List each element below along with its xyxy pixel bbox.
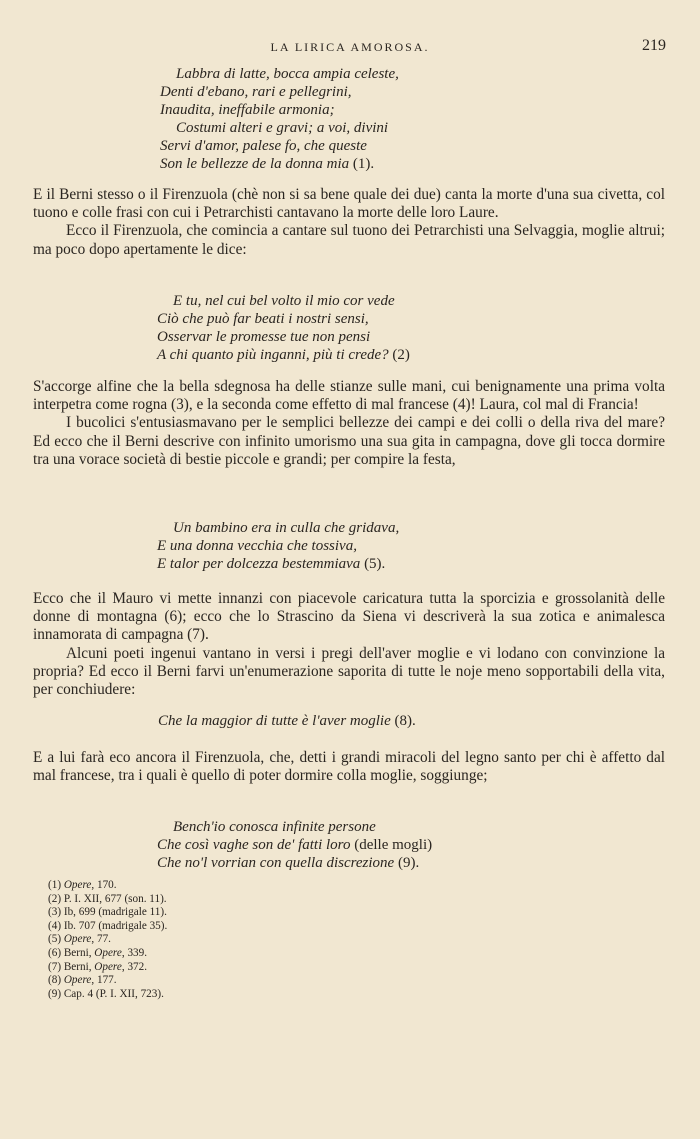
verse-line: Son le bellezze de la donna mia [160, 156, 350, 172]
verse-block-2 [157, 292, 410, 364]
footnote-number: (8) [48, 974, 62, 987]
footnote [48, 974, 167, 988]
footnote-number: (3) [48, 906, 62, 919]
footnote-text: Cap. 4 (P. I. XII, 723). [63, 987, 164, 1000]
verse-line: A chi quanto più inganni, più ti crede? [157, 347, 389, 363]
verse-line: Costumi alteri e gravi; a voi, divini [176, 120, 389, 136]
footnote-ref: (1). [352, 156, 375, 172]
footnote [48, 961, 167, 975]
paragraph: Ecco che il Mauro vi mette innanzi con piacevole caricatura tutta la sporcizia e grossolanità delle donne di montagna (6); ecco che lo Strascino da Siena vi descriverà la sua zotica e animalesca innamorata di campagna (7). [33, 590, 665, 644]
verse-block-5 [157, 818, 432, 872]
footnote-text: Berni, Opere, 372. [63, 960, 148, 973]
page-header [0, 38, 700, 58]
footnote-text: Ib. 707 (madrigale 35). [63, 919, 168, 932]
verse-line: E talor per dolcezza bestemmiava [157, 556, 361, 572]
verse-annotation: (delle mogli) [350, 837, 433, 853]
footnote [48, 920, 167, 934]
verse-line: Che così vaghe son de' fatti loro [157, 837, 351, 853]
footnote-number: (6) [48, 946, 62, 959]
footnote-number: (5) [48, 933, 62, 946]
verse-line: Servi d'amor, palese fo, che queste [160, 138, 367, 154]
footnote-number: (4) [48, 919, 62, 932]
verse-block-1 [160, 65, 399, 173]
footnote-number: (9) [48, 987, 62, 1000]
page-number: 219 [642, 37, 666, 54]
footnote-text: Opere, 77. [63, 933, 111, 946]
footnote-text: Ib, 699 (madrigale 11). [63, 906, 167, 919]
verse-line: Che la maggior di tutte è l'aver moglie [158, 713, 391, 729]
footnote [48, 893, 167, 907]
verse-line: E tu, nel cui bel volto il mio cor vede [173, 293, 395, 309]
verse-line: Ciò che può far beati i nostri sensi, [157, 311, 369, 327]
verse-line: Bench'io conosca infinite persone [173, 819, 376, 835]
footnote-text: Opere, 170. [63, 879, 117, 891]
verse-line: Che no'l vorrian con quella discrezione [157, 855, 395, 871]
paragraph: Ecco il Firenzuola, che comincia a cantare sul tuono dei Petrarchisti una Selvaggia, moglie altrui; ma poco dopo apertamente le dice: [33, 222, 665, 258]
footnote [48, 933, 167, 947]
verse-block-3 [157, 519, 399, 573]
paragraph: Alcuni poeti ingenui vantano in versi i pregi dell'aver moglie e vi lodano con convinzione la propria? Ed ecco il Berni farvi un'enumerazione saporita di tutte le noje meno sopportabili della vita, per conchiudere: [33, 644, 665, 699]
footnote-ref: (9). [394, 855, 420, 871]
paragraph: I bucolici s'entusiasmavano per le semplici bellezze dei campi e dei colli o della riva del mare? Ed ecco che il Berni descrive con infinito umorismo una sua gita in campagna, dove gli tocca dormire tra una vorace società di bestie piccole e grandi; per compire la festa, [33, 414, 665, 468]
verse-line: Inaudita, ineffabile armonia; [160, 102, 335, 118]
paragraph: S'accorge alfine che la bella sdegnosa ha delle stianze sulle mani, cui benignamente una prima volta interpetra come rogna (3), e la seconda come effetto di mal francese (4)! Laura, col mal di Francia! [33, 378, 665, 414]
verse-line: Un bambino era in culla che gridava, [173, 520, 400, 536]
footnote-text: Berni, Opere, 339. [63, 946, 148, 959]
footnote-number: (7) [48, 960, 62, 973]
footnote [48, 879, 167, 893]
footnote-text: P. I. XII, 677 (son. 11). [63, 892, 167, 905]
verse-line: Labbra di latte, bocca ampia celeste, [176, 66, 399, 82]
footnote [48, 988, 167, 1002]
footnote-text: Opere, 177. [63, 974, 117, 987]
prose-block-2 [33, 378, 665, 469]
footnote-ref: (8). [394, 713, 416, 729]
footnote-number: (2) [48, 892, 62, 905]
footnote-ref: (2) [392, 347, 410, 363]
footnote [48, 947, 167, 961]
verse-line: Osservar le promesse tue non pensi [157, 329, 371, 345]
prose-block-1 [33, 186, 665, 259]
running-head: LA LIRICA AMOROSA. [270, 40, 430, 54]
footnote [48, 906, 167, 920]
paragraph: E a lui farà eco ancora il Firenzuola, che, detti i grandi miracoli del legno santo per chi è affetto dal mal francese, tra i quali è quello di poter dormire colla moglie, soggiunge; [33, 749, 665, 785]
prose-block-3 [33, 590, 665, 699]
footnotes [48, 879, 167, 1001]
footnote-ref: (5). [364, 556, 386, 572]
paragraph: E il Berni stesso o il Firenzuola (chè non si sa bene quale dei due) canta la morte d'una sua civetta, col tuono e colle frasi con cui i Petrarchisti cantavano la morte delle loro Laure. [33, 186, 665, 222]
verse-block-4 [158, 712, 416, 730]
prose-block-4 [33, 749, 665, 785]
footnote-number: (1) [48, 879, 62, 891]
verse-line: Denti d'ebano, rari e pellegrini, [160, 84, 352, 100]
verse-line: E una donna vecchia che tossiva, [157, 538, 357, 554]
